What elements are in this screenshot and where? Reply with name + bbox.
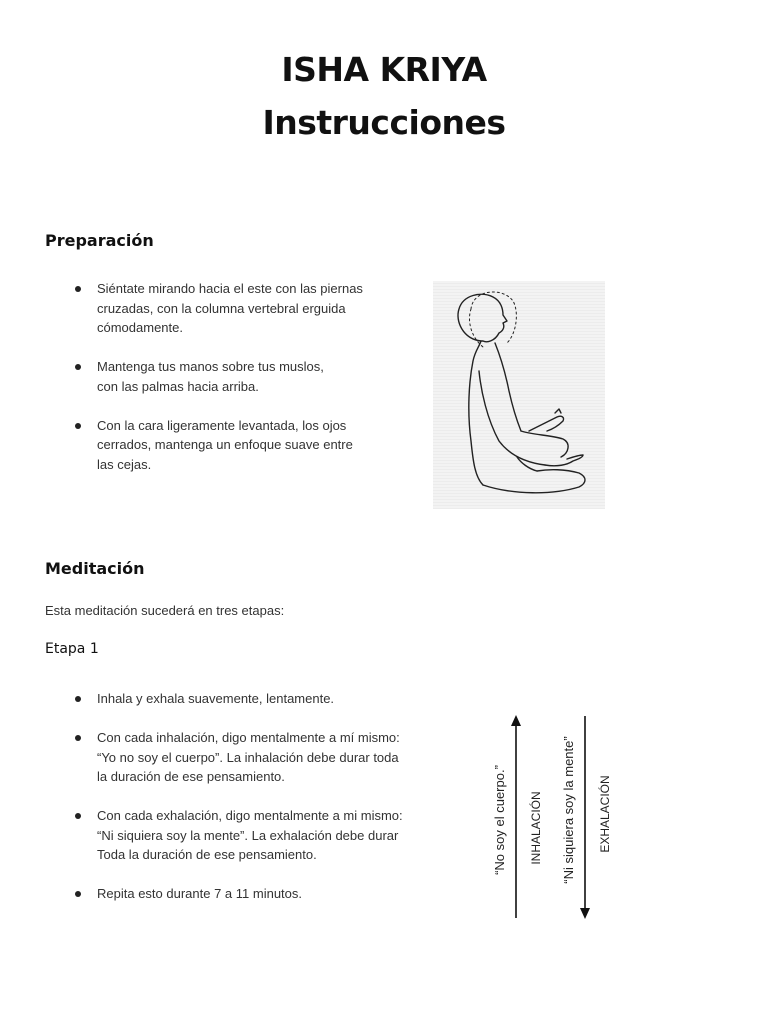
exhale-arrow-icon xyxy=(580,908,590,919)
list-item-text: Mantenga tus manos sobre tus muslos, xyxy=(97,359,324,374)
breath-diagram xyxy=(480,712,620,922)
list-item-text: Inhala y exhala suavemente, lentamente. xyxy=(97,691,335,706)
stage-1-list xyxy=(73,689,403,923)
list-item-text: Con cada inhalación, digo mentalmente a mí mismo: xyxy=(97,730,400,745)
inhale-phrase: “No soy el cuerpo.” xyxy=(492,765,507,875)
list-item xyxy=(73,689,403,709)
list-item-text: Toda la duración de ese pensamiento. xyxy=(97,847,317,862)
list-item-text: cerrados, mantenga un enfoque suave entre xyxy=(97,437,353,452)
document-title: ISHA KRIYA xyxy=(281,50,487,89)
list-item xyxy=(73,357,363,396)
exhale-label: EXHALACIÓN xyxy=(598,775,612,853)
stage-heading: Etapa 1 xyxy=(45,641,99,657)
seated-meditation-illustration xyxy=(433,281,605,509)
list-item-text: Con la cara ligeramente levantada, los ojos xyxy=(97,417,347,433)
document-subtitle: Instrucciones xyxy=(262,103,506,142)
section-heading-meditacion: Meditación xyxy=(45,559,145,578)
meditation-intro: Esta meditación sucederá en tres etapas: xyxy=(45,603,285,618)
list-item-text: “Ni siquiera soy la mente”. La exhalación debe durar xyxy=(97,827,399,843)
preparation-list xyxy=(73,279,363,494)
list-item-text: “Yo no soy el cuerpo”. La inhalación debe durar toda xyxy=(97,749,399,765)
list-item xyxy=(73,416,363,475)
list-item-text: Repita esto durante 7 a 11 minutos. xyxy=(97,886,302,901)
exhale-phrase: “Ni siquiera soy la mente” xyxy=(561,736,576,884)
list-item xyxy=(73,728,403,787)
list-item-text: cruzadas, con la columna vertebral erguida xyxy=(97,300,346,316)
list-item-text: Siéntate mirando hacia el este con las piernas xyxy=(97,281,363,296)
list-item-text: con las palmas hacia arriba. xyxy=(97,378,259,394)
inhale-arrow-icon xyxy=(511,715,521,726)
inhale-label: INHALACIÓN xyxy=(529,791,543,865)
list-item-text: las cejas. xyxy=(97,456,152,472)
list-item-text: Con cada exhalación, digo mentalmente a mi mismo: xyxy=(97,808,403,823)
list-item-text: cómodamente. xyxy=(97,320,183,335)
list-item xyxy=(73,884,403,904)
meditation-figure-drawing xyxy=(433,281,605,509)
list-item xyxy=(73,279,363,338)
list-item xyxy=(73,806,403,865)
list-item-text: la duración de ese pensamiento. xyxy=(97,769,285,784)
section-heading-preparacion: Preparación xyxy=(45,231,154,250)
